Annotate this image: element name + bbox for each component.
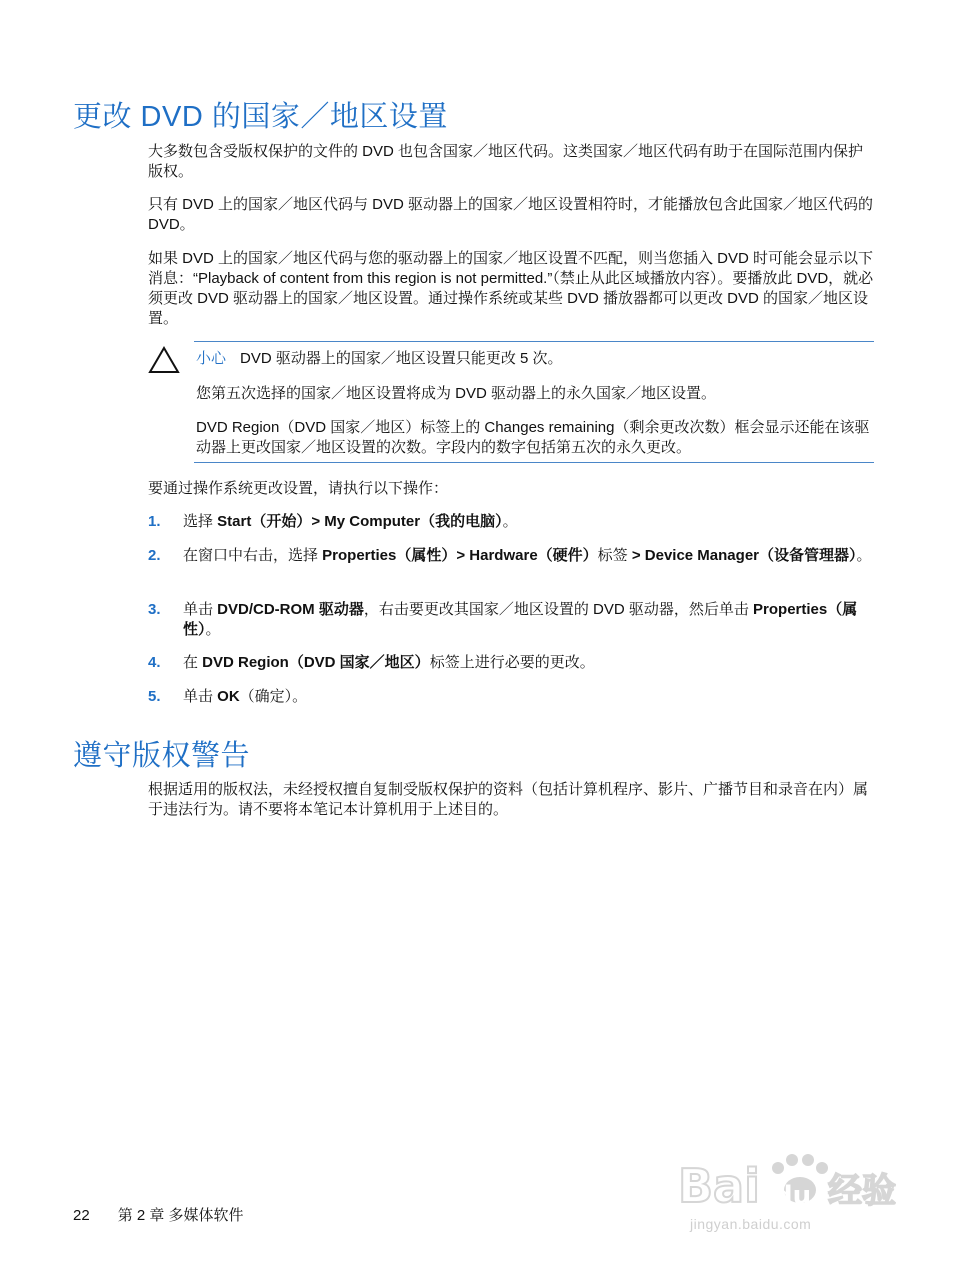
section-heading-copyright: 遵守版权警告 [73, 740, 251, 772]
step-number: 3. [148, 601, 161, 618]
caution-label: 小心 [196, 350, 227, 367]
caution-line-3: DVD Region（DVD 国家／地区）标签上的 Changes remaining（剩余更改次数）框会显示还能在该驱动器上更改国家／地区设置的次数。字段内的数字包括第五次的永久更改。 [196, 419, 870, 456]
warning-triangle-icon [148, 346, 180, 374]
paragraph-region-match: 只有 DVD 上的国家／地区代码与 DVD 驱动器上的国家／地区设置相符时，才能播放包含此国家／地区代码的 DVD。 [148, 196, 874, 233]
paragraph-region-mismatch: 如果 DVD 上的国家／地区代码与您的驱动器上的国家／地区设置不匹配，则当您插入 DVD 时可能会显示以下消息：“Playback of content from this region is not permitted.”（禁止从此区域播放内容）。要播放此 DVD，就必须更改 DVD 驱动器上的国家／地区设置。通过操作系统或某些 DVD 播放器都可以更改 DVD 的国家／地区设置。 [148, 250, 874, 327]
page-footer [73, 1204, 244, 1225]
caution-text-1: DVD 驱动器上的国家／地区设置只能更改 5 次。 [240, 350, 563, 367]
caution-top-rule [194, 341, 874, 342]
step-text: 单击 OK（确定）。 [183, 688, 308, 705]
step-number: 1. [148, 513, 161, 530]
step-text: 在 DVD Region（DVD 国家／地区）标签上进行必要的更改。 [183, 654, 595, 671]
chapter-title: 第 2 章 多媒体软件 [117, 1207, 244, 1224]
section-heading-dvd-region: 更改 DVD 的国家／地区设置 [73, 101, 448, 133]
svg-text:Bai: Bai [678, 1159, 760, 1213]
step-text: 选择 Start（开始）> My Computer（我的电脑）。 [183, 513, 518, 530]
step-number: 5. [148, 688, 161, 705]
paragraph-copyright: 根据适用的版权法，未经授权擅自复制受版权保护的资料（包括计算机程序、影片、广播节目和录音在内）属于违法行为。请不要将本笔记本计算机用于上述目的。 [148, 781, 869, 818]
page-number: 22 [73, 1207, 90, 1224]
svg-text:du: du [774, 1181, 812, 1211]
paragraph-region-codes: 大多数包含受版权保护的文件的 DVD 也包含国家／地区代码。这类国家／地区代码有助于在国际范围内保护版权。 [148, 143, 864, 180]
caution-bottom-rule [194, 462, 874, 463]
steps-intro: 要通过操作系统更改设置，请执行以下操作： [148, 480, 449, 497]
svg-text:经验: 经验 [828, 1171, 896, 1211]
step-number: 2. [148, 547, 161, 564]
step-number: 4. [148, 654, 161, 671]
caution-line-1 [196, 349, 874, 369]
step-text: 在窗口中右击，选择 Properties（属性）> Hardware（硬件）标签 > Device Manager（设备管理器）。 [183, 547, 872, 564]
caution-line-2: 您第五次选择的国家／地区设置将成为 DVD 驱动器上的永久国家／地区设置。 [196, 385, 717, 402]
watermark-url: jingyan.baidu.com [690, 1216, 812, 1232]
baidu-jingyan-watermark-logo [668, 1142, 908, 1260]
step-text: 单击 DVD/CD-ROM 驱动器，右击要更改其国家／地区设置的 DVD 驱动器，然后单击 Properties（属性）。 [183, 601, 858, 638]
